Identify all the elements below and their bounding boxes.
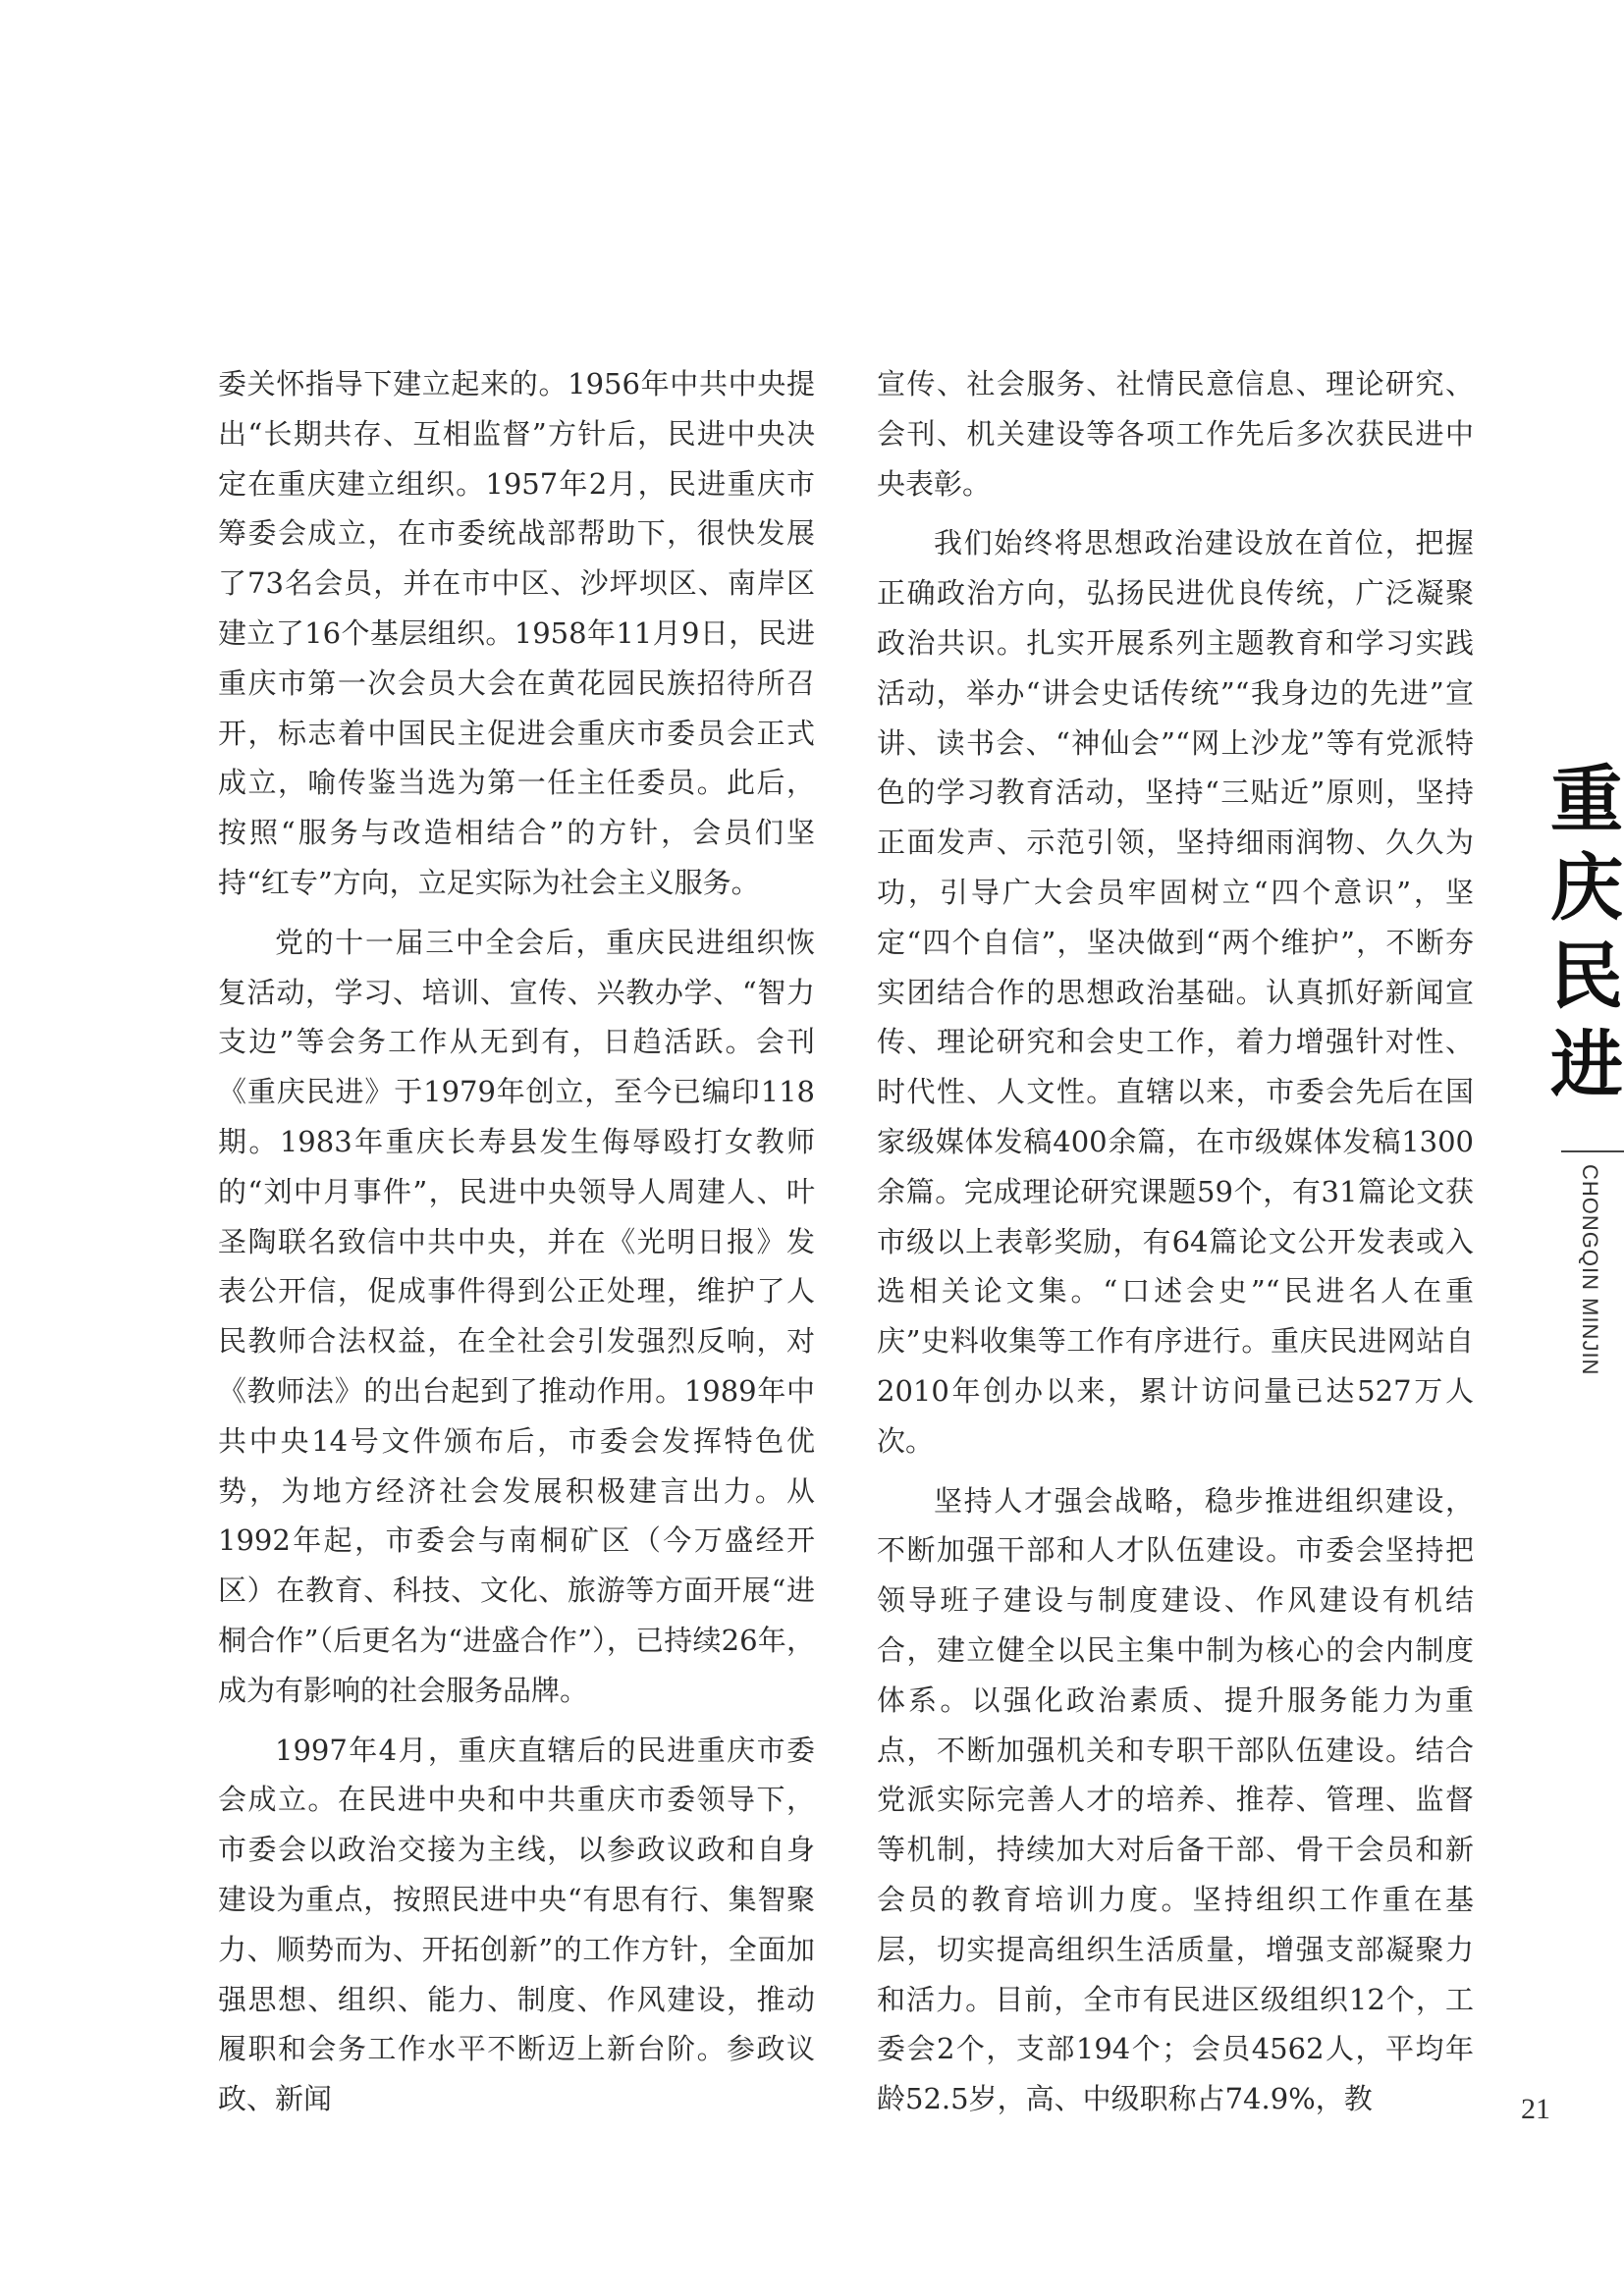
paragraph: 我们始终将思想政治建设放在首位，把握正确政治方向，弘扬民进优良传统，广泛凝聚政治共识。扎实开展系列主题教育和学习实践活动，举办“讲会史话传统”“我身边的先进”宣讲、读书会、“神仙会”“网上沙龙”等有党派特色的学习教育活动，坚持“三贴近”原则，坚持正面发声、示范引领，坚持细雨润物、久久为功，引导广大会员牢固树立“四个意识”，坚定“四个自信”，坚决做到“两个维护”，不断夯实团结合作的思想政治基础。认真抓好新闻宣传、理论研究和会史工作，着力增强针对性、时代性、人文性。直辖以来，市委会先后在国家级媒体发稿400余篇，在市级媒体发稿1300余篇。完成理论研究课题59个，有31篇论文获市级以上表彰奖励，有64篇论文公开发表或入选相关论文集。“口述会史”“民进名人在重庆”史料收集等工作有序进行。重庆民进网站自2010年创办以来，累计访问量已达527万人次。 (877, 526, 1474, 1458)
masthead-divider (1561, 1150, 1624, 1152)
article-column-left (218, 359, 815, 2134)
masthead-english-title: CHONGQIN MINJIN (1578, 1164, 1602, 1376)
magazine-masthead (1549, 756, 1624, 1443)
masthead-title (1549, 756, 1624, 1109)
paragraph: 1997年4月，重庆直辖后的民进重庆市委会成立。在民进中央和中共重庆市委领导下，市委会以政治交接为主线，以参政议政和自身建设为重点，按照民进中央“有思有行、集智聚力、顺势而为、开拓创新”的工作方针，全面加强思想、组织、能力、制度、作风建设，推动履职和会务工作水平不断迈上新台阶。参政议政、新闻 (218, 1733, 815, 2116)
masthead-char: 民 (1550, 934, 1623, 1019)
masthead-char: 进 (1550, 1023, 1623, 1107)
article-column-right (877, 359, 1474, 2134)
masthead-char: 重 (1550, 758, 1623, 842)
masthead-char: 庆 (1550, 846, 1623, 931)
paragraph: 党的十一届三中全会后，重庆民进组织恢复活动，学习、培训、宣传、兴教办学、“智力支边”等会务工作从无到有，日趋活跃。会刊《重庆民进》于1979年创立，至今已编印118期。1983年重庆长寿县发生侮辱殴打女教师的“刘中月事件”，民进中央领导人周建人、叶圣陶联名致信中共中央，并在《光明日报》发表公开信，促成事件得到公正处理，维护了人民教师合法权益，在全社会引发强烈反响，对《教师法》的出台起到了推动作用。1989年中共中央14号文件颁布后，市委会发挥特色优势，为地方经济社会发展积极建言出力。从1992年起，市委会与南桐矿区（今万盛经开区）在教育、科技、文化、旅游等方面开展“进桐合作”（后更名为“进盛合作”），已持续26年，成为有影响的社会服务品牌。 (218, 925, 815, 1707)
paragraph: 坚持人才强会战略，稳步推进组织建设，不断加强干部和人才队伍建设。市委会坚持把领导班子建设与制度建设、作风建设有机结合，建立健全以民主集中制为核心的会内制度体系。以强化政治素质、提升服务能力为重点，不断加强机关和专职干部队伍建设。结合党派实际完善人才的培养、推荐、管理、监督等机制，持续加大对后备干部、骨干会员和新会员的教育培训力度。坚持组织工作重在基层，切实提高组织生活质量，增强支部凝聚力和活力。目前，全市有民进区级组织12个，工委会2个，支部194个；会员4562人，平均年龄52.5岁，高、中级职称占74.9%，教 (877, 1483, 1474, 2116)
page-number: 21 (1521, 2093, 1550, 2125)
paragraph: 委关怀指导下建立起来的。1956年中共中央提出“长期共存、互相监督”方针后，民进中央决定在重庆建立组织。1957年2月，民进重庆市筹委会成立，在市委统战部帮助下，很快发展了73名会员，并在市中区、沙坪坝区、南岸区建立了16个基层组织。1958年11月9日，民进重庆市第一次会员大会在黄花园民族招待所召开，标志着中国民主促进会重庆市委员会正式成立，喻传鉴当选为第一任主任委员。此后，按照“服务与改造相结合”的方针，会员们坚持“红专”方向，立足实际为社会主义服务。 (218, 367, 815, 899)
paragraph: 宣传、社会服务、社情民意信息、理论研究、会刊、机关建设等各项工作先后多次获民进中央表彰。 (877, 367, 1474, 501)
